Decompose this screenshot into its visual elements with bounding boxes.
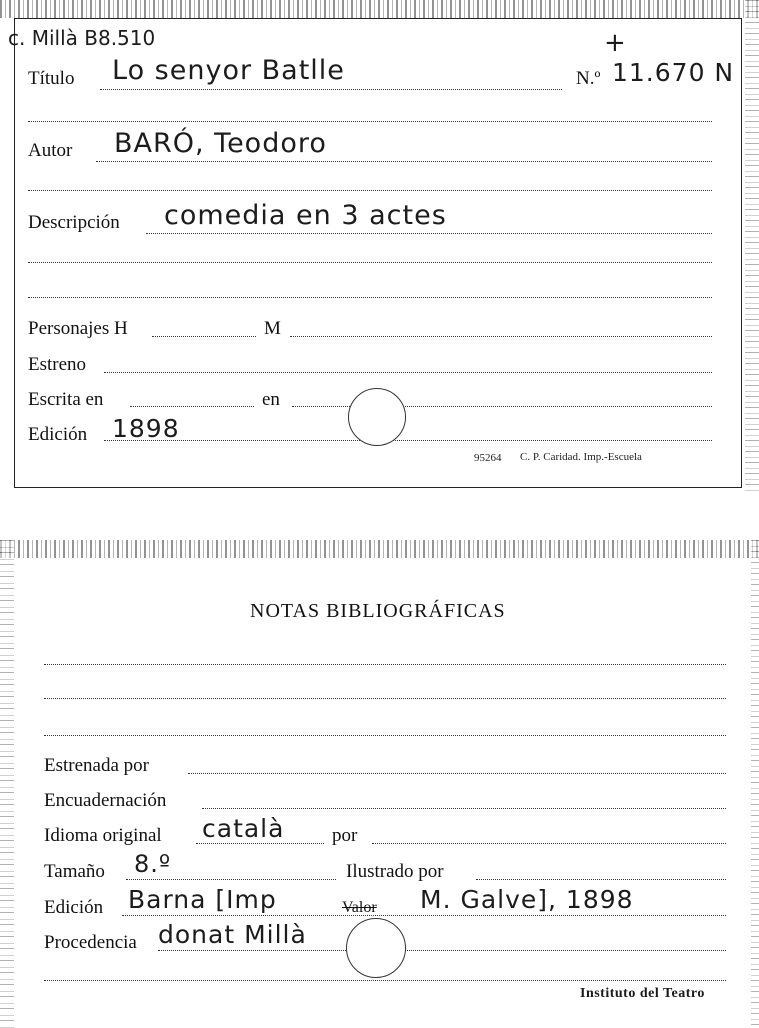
escrita-label: Escrita en	[28, 389, 104, 410]
card-top-edge	[0, 540, 759, 558]
encuadernacion-label: Encuadernación	[44, 790, 167, 811]
catalog-card-back	[0, 540, 759, 1028]
card-right-edge	[751, 540, 759, 1028]
printer-text: C. P. Caridad. Imp.-Escuela	[520, 451, 642, 463]
idioma-value: català	[202, 814, 285, 843]
card-right-edge	[745, 0, 759, 495]
plus-mark: +	[604, 28, 626, 58]
idioma-por-line	[372, 843, 726, 844]
notas-line-1	[44, 664, 726, 665]
handwritten-header: c. Millà B8.510	[8, 26, 156, 50]
procedencia-value: donat Millà	[158, 920, 307, 949]
edicion-line	[122, 915, 726, 916]
tamano-value: 8.º	[134, 850, 172, 878]
punch-hole	[346, 918, 406, 978]
procedencia-line-2	[44, 980, 726, 981]
titulo-line-2	[28, 121, 712, 122]
catalog-card-front	[0, 0, 759, 495]
procedencia-label: Procedencia	[44, 932, 137, 953]
descripcion-line-3	[28, 297, 712, 298]
personajes-h-line	[152, 336, 256, 337]
descripcion-line	[146, 233, 712, 234]
estrenada-line	[188, 773, 726, 774]
idioma-por-label: por	[332, 825, 358, 846]
estreno-label: Estreno	[28, 354, 87, 375]
escrita-en-label: en	[262, 389, 280, 410]
titulo-label: Título	[28, 68, 75, 89]
ilustrado-label: Ilustrado por	[346, 861, 444, 882]
escrita-line	[130, 406, 254, 407]
notas-line-3	[44, 735, 726, 736]
autor-line-2	[28, 190, 712, 191]
personajes-m-line	[290, 336, 712, 337]
edicion-line	[104, 440, 712, 441]
tamano-line	[126, 879, 336, 880]
edicion-value-a: Barna [Imp	[128, 885, 277, 914]
punch-hole	[348, 388, 406, 446]
ilustrado-line	[476, 879, 726, 880]
titulo-line	[100, 89, 562, 90]
encuadernacion-line	[202, 808, 726, 809]
estrenada-label: Estrenada por	[44, 755, 149, 776]
institute-footer: Instituto del Teatro	[580, 986, 705, 1001]
idioma-line	[196, 843, 324, 844]
edicion-label: Edición	[44, 897, 104, 918]
personajes-m-label: M	[264, 318, 281, 339]
autor-label: Autor	[28, 140, 73, 161]
notas-line-2	[44, 698, 726, 699]
autor-value: BARÓ, Teodoro	[114, 128, 327, 159]
estreno-line	[104, 372, 712, 373]
numero-value: 11.670 N	[612, 58, 735, 87]
valor-label: Valor	[342, 899, 377, 916]
descripcion-label: Descripción	[28, 212, 120, 233]
numero-label: N.º	[576, 68, 601, 89]
printer-code: 95264	[474, 452, 502, 464]
card-left-edge	[0, 540, 14, 1028]
edicion-value-b: M. Galve], 1898	[420, 885, 634, 914]
tamano-label: Tamaño	[44, 861, 105, 882]
idioma-label: Idioma original	[44, 825, 162, 846]
notas-heading: NOTAS BIBLIOGRÁFICAS	[250, 600, 506, 622]
descripcion-line-2	[28, 262, 712, 263]
titulo-value: Lo senyor Batlle	[112, 55, 345, 86]
edicion-label: Edición	[28, 424, 88, 445]
descripcion-value: comedia en 3 actes	[164, 200, 447, 231]
personajes-label: Personajes H	[28, 318, 128, 339]
procedencia-line	[158, 950, 726, 951]
edicion-value: 1898	[112, 414, 180, 443]
card-top-edge	[0, 0, 759, 18]
autor-line	[96, 161, 712, 162]
